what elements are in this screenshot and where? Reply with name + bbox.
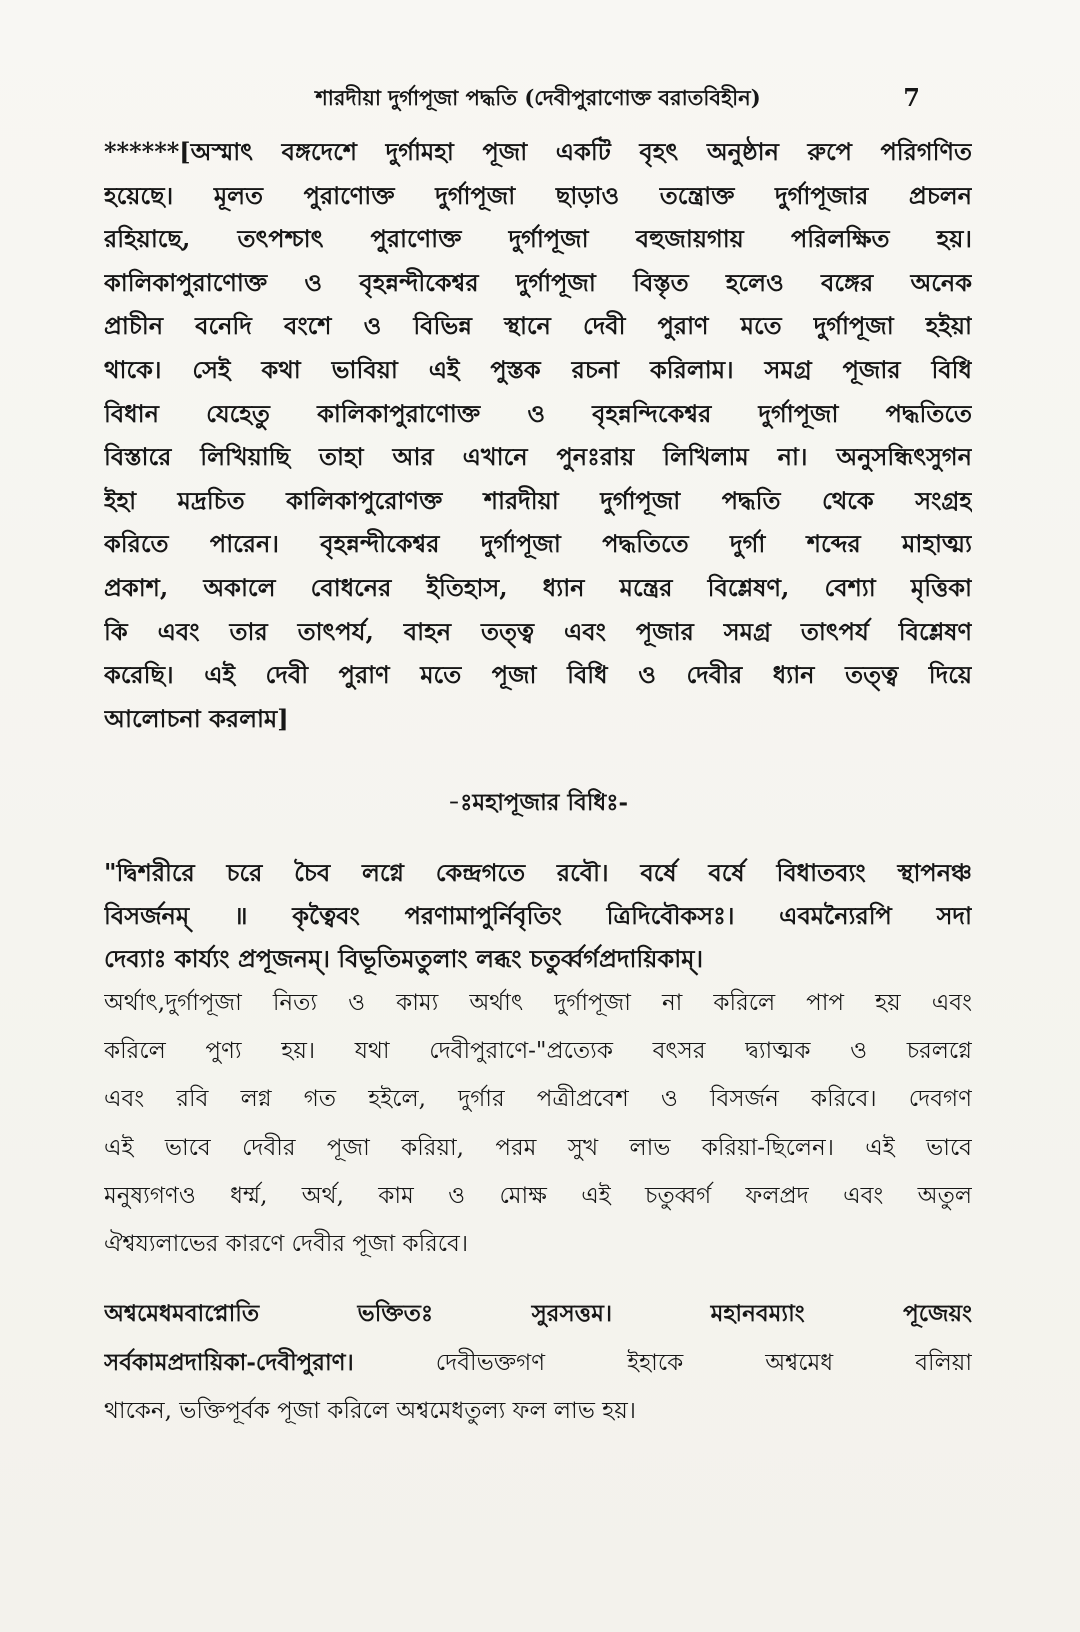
running-title: শারদীয়া দুর্গাপূজা পদ্ধতি (দেবীপুরাণোক্ত বরাতবিহীন) bbox=[315, 85, 761, 110]
intro-line: প্রাচীন বনেদি বংশে ও বিভিন্ন স্থানে দেবী পুরাণ মতে দুর্গাপূজা হইয়া bbox=[104, 311, 972, 341]
intro-line: থাকে। সেই কথা ভাবিয়া এই পুস্তক রচনা করিলাম। সমগ্র পূজার বিধি bbox=[104, 354, 972, 384]
intro-line: আলোচনা করলাম] bbox=[104, 703, 289, 733]
intro-paragraph bbox=[104, 130, 972, 740]
sanskrit-verse bbox=[104, 851, 972, 980]
closing-line: থাকেন, ভক্তিপূর্বক পূজা করিলে অশ্বমেধতুল্য ফল লাভ হয়। bbox=[104, 1398, 637, 1424]
explanation-line: করিলে পুণ্য হয়। যথা দেবীপুরাণে-"প্রত্যেক বৎসর দ্ব্যাত্মক ও চরলগ্নে bbox=[104, 1038, 972, 1065]
closing-paragraph bbox=[104, 1289, 972, 1436]
page-number: 7 bbox=[903, 83, 920, 112]
intro-line: কি এবং তার তাৎপর্য, বাহন তত্ত্ব এবং পূজার সমগ্র তাৎপর্য বিশ্লেষণ bbox=[104, 616, 972, 646]
intro-line: কালিকাপুরাণোক্ত ও বৃহন্নন্দীকেশ্বর দুর্গাপূজা বিস্তৃত হলেও বঙ্গের অনেক bbox=[104, 267, 972, 297]
verse-line: দেব্যাঃ কার্য্যং প্রপূজনম্। বিভূতিমতুলাং লব্ধং চতুর্ব্বর্গপ্রদায়িকাম্। bbox=[104, 944, 704, 973]
explanation-line: অর্থাৎ,দুর্গাপূজা নিত্য ও কাম্য অর্থাৎ দুর্গাপূজা না করিলে পাপ হয় এবং bbox=[104, 990, 972, 1016]
explanation-line: মনুষ্যগণও ধর্ম্ম, অর্থ, কাম ও মোক্ষ এই চতুব্বর্গ ফলপ্রদ এবং অতুল bbox=[104, 1182, 972, 1209]
explanation-line: ঐশ্বয্যলাভের কারণে দেবীর পূজা করিবে। bbox=[104, 1230, 469, 1257]
closing-line bbox=[104, 1338, 972, 1387]
intro-line: ******[অস্মাৎ বঙ্গদেশে দুর্গামহা পূজা একটি বৃহৎ অনুষ্ঠান রুপে পরিগণিত bbox=[104, 137, 972, 166]
intro-line: করেছি। এই দেবী পুরাণ মতে পূজা বিধি ও দেবীর ধ্যান তত্ত্ব দিয়ে bbox=[104, 660, 972, 690]
intro-line: হয়েছে। মূলত পুরাণোক্ত দুর্গাপূজা ছাড়াও তন্ত্রোক্ত দুর্গাপূজার প্রচলন bbox=[104, 180, 972, 210]
closing-text: দেবীভক্তগণ ইহাকে অশ্বমেধ বলিয়া bbox=[353, 1350, 972, 1376]
closing-source-citation: সর্বকামপ্রদায়িকা-দেবীপুরাণ। bbox=[104, 1349, 354, 1376]
intro-line: বিস্তারে লিখিয়াছি তাহা আর এখানে পুনঃরায় লিখিলাম না। অনুসন্ধিৎসুগন bbox=[104, 442, 972, 472]
intro-line: রহিয়াছে, তৎপশ্চাৎ পুরাণোক্ত দুর্গাপূজা বহুজায়গায় পরিলক্ষিত হয়। bbox=[104, 224, 972, 254]
explanation-paragraph bbox=[104, 979, 972, 1268]
running-header bbox=[104, 78, 972, 118]
explanation-line: এই ভাবে দেবীর পূজা করিয়া, পরম সুখ লাভ করিয়া-ছিলেন। এই ভাবে bbox=[104, 1134, 972, 1161]
intro-line: করিতে পারেন। বৃহন্নন্দীকেশ্বর দুর্গাপূজা পদ্ধতিতে দুর্গা শব্দের মাহাত্ম্য bbox=[104, 529, 972, 559]
intro-line: বিধান যেহেতু কালিকাপুরাণোক্ত ও বৃহন্নন্দিকেশ্বর দুর্গাপূজা পদ্ধতিতে bbox=[104, 398, 972, 428]
closing-verse-line: অশ্বমেধমবাপ্নোতি ভক্তিতঃ সুরসত্তম। মহানবম্যাং পূজেয়ং bbox=[104, 1300, 972, 1327]
intro-line: প্রকাশ, অকালে বোধনের ইতিহাস, ধ্যান মন্ত্রের বিশ্লেষণ, বেশ্যা মৃত্তিকা bbox=[104, 572, 972, 602]
explanation-line: এবং রবি লগ্ন গত হইলে, দুর্গার পত্রীপ্রবেশ ও বিসর্জন করিবে। দেবগণ bbox=[104, 1086, 972, 1113]
verse-line: বিসর্জনম্ ॥ কৃত্বৈবং পরণামাপুর্নিবৃতিং ত্রিদিবৌকসঃ। এবমন্যৈরপি সদা bbox=[104, 901, 972, 930]
verse-line: "দ্বিশরীরে চরে চৈব লগ্নে কেন্দ্রগতে রবৌ। বর্ষে বর্ষে বিধাতব্যং স্থাপনঞ্চ bbox=[104, 858, 972, 887]
intro-line: ইহা মদ্রচিত কালিকাপুরোণক্ত শারদীয়া দুর্গাপূজা পদ্ধতি থেকে সংগ্রহ bbox=[104, 485, 972, 515]
section-heading: -ঃমহাপূজার বিধিঃ- bbox=[447, 789, 629, 816]
